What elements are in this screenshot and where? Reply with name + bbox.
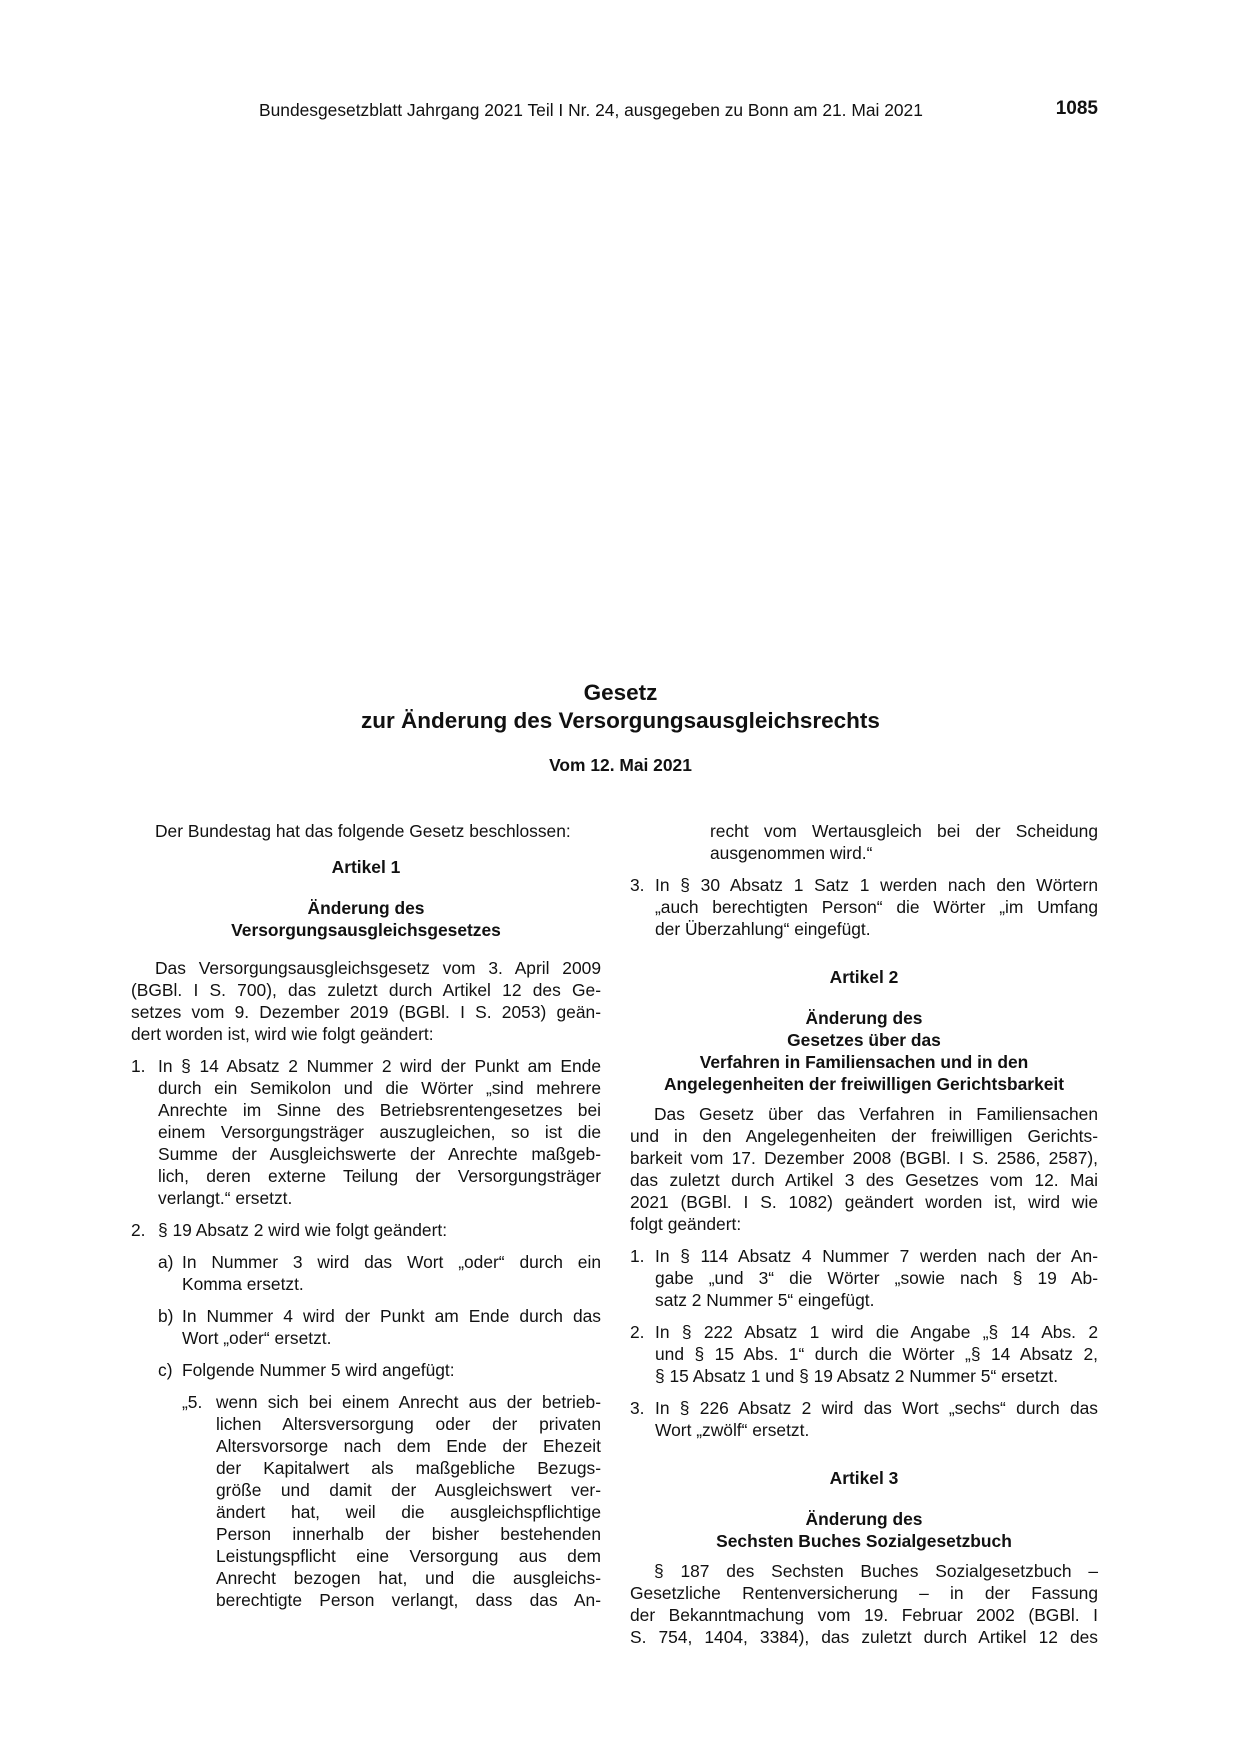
text-line: der Kapitalwert als maßgebliche Bezugs- xyxy=(216,1458,601,1478)
article-2-list-item-2 xyxy=(630,1321,1098,1387)
text-line: Folgende Nummer 5 wird angefügt: xyxy=(182,1360,455,1380)
text-line: In Nummer 3 wird das Wort „oder“ durch ein xyxy=(182,1252,601,1272)
text-line: § 19 Absatz 2 wird wie folgt geändert: xyxy=(158,1220,448,1240)
text-line: „auch berechtigten Person“ die Wörter „im Umfang xyxy=(655,897,1098,917)
quoted-number-5 xyxy=(182,1391,601,1611)
article-1-title-line-1: Änderung des xyxy=(307,898,425,918)
text-line: (BGBl. I S. 700), das zuletzt durch Artikel 12 des Ge- xyxy=(131,980,601,1000)
right-column xyxy=(630,820,1098,1658)
text-line: ändert hat, weil die ausgleichspflichtige xyxy=(216,1502,601,1522)
text-line: folgt geändert: xyxy=(630,1214,742,1234)
article-3-title-line-1: Änderung des xyxy=(805,1509,923,1529)
text-line: barkeit vom 17. Dezember 2008 (BGBl. I S. 2586, 2587), xyxy=(630,1148,1098,1168)
list-number: 3. xyxy=(630,1398,645,1418)
text-line: setzes vom 9. Dezember 2019 (BGBl. I S. 2053) geän- xyxy=(131,1002,601,1022)
text-line: der Überzahlung“ eingefügt. xyxy=(655,919,871,939)
article-3-heading: Artikel 3 xyxy=(829,1468,899,1488)
article-3-paragraph xyxy=(630,1560,1098,1648)
text-line: In § 114 Absatz 4 Nummer 7 werden nach der An- xyxy=(655,1246,1098,1266)
page-header xyxy=(0,100,1241,124)
text-line: und § 15 Abs. 1“ durch die Wörter „§ 14 Absatz 2, xyxy=(655,1344,1098,1364)
text-line: Das Gesetz über das Verfahren in Familiensachen xyxy=(654,1104,1098,1124)
quoted-number: „5. xyxy=(182,1392,203,1412)
article-1-heading: Artikel 1 xyxy=(331,857,401,877)
list-item-2 xyxy=(131,1219,601,1241)
text-line: In Nummer 4 wird der Punkt am Ende durch das xyxy=(182,1306,601,1326)
sub-item-a xyxy=(158,1251,601,1295)
text-line: Wort „zwölf“ ersetzt. xyxy=(655,1420,810,1440)
enactment-clause: Der Bundestag hat das folgende Gesetz beschlossen: xyxy=(155,821,571,841)
article-3-title-line-2: Sechsten Buches Sozialgesetzbuch xyxy=(716,1531,1012,1551)
left-column xyxy=(131,820,601,1611)
article-2-title-line-2: Gesetzes über das xyxy=(787,1030,941,1050)
text-line: Komma ersetzt. xyxy=(182,1274,304,1294)
text-line: recht vom Wertausgleich bei der Scheidung xyxy=(710,821,1098,841)
text-line: satz 2 Nummer 5“ eingefügt. xyxy=(655,1290,875,1310)
text-line: wenn sich bei einem Anrecht aus der betrieb- xyxy=(216,1392,601,1412)
text-line: verlangt.“ ersetzt. xyxy=(158,1188,293,1208)
list-item-1 xyxy=(131,1055,601,1209)
text-line: und in den Angelegenheiten der freiwilligen Gerichts- xyxy=(630,1126,1098,1146)
article-2-list-item-1 xyxy=(630,1245,1098,1311)
article-3-heading-block xyxy=(630,1467,1098,1552)
text-line: § 15 Absatz 1 und § 19 Absatz 2 Nummer 5“ ersetzt. xyxy=(655,1366,1059,1386)
text-line: Gesetzliche Rentenversicherung – in der Fassung xyxy=(630,1583,1098,1603)
text-line: Leistungspflicht eine Versorgung aus dem xyxy=(216,1546,601,1566)
text-line: durch ein Semikolon und die Wörter „sind mehrere xyxy=(158,1078,601,1098)
list-number: 2. xyxy=(630,1322,645,1342)
article-2-title-line-1: Änderung des xyxy=(805,1008,923,1028)
sub-item-b xyxy=(158,1305,601,1349)
article-2-title-line-4: Angelegenheiten der freiwilligen Gerichtsbarkeit xyxy=(663,1074,1065,1094)
header-text: Bundesgesetzblatt Jahrgang 2021 Teil I Nr. 24, ausgegeben zu Bonn am 21. Mai 2021 xyxy=(259,100,923,120)
list-number: 2. xyxy=(131,1220,146,1240)
document-title-line-2: zur Änderung des Versorgungsausgleichsrechts xyxy=(361,708,880,733)
list-number: 1. xyxy=(630,1246,645,1266)
text-line: gabe „und 3“ die Wörter „sowie nach § 19 Ab- xyxy=(655,1268,1098,1288)
sub-item-c xyxy=(158,1359,601,1381)
text-line: Anrechte im Sinne des Betriebsrentengesetzes bei xyxy=(158,1100,601,1120)
text-line: berechtigte Person verlangt, dass das An- xyxy=(216,1590,601,1610)
text-line: das zuletzt durch Artikel 3 des Gesetzes vom 12. Mai xyxy=(630,1170,1098,1190)
text-line: Anrecht bezogen hat, und die ausgleichs- xyxy=(216,1568,601,1588)
text-line: § 187 des Sechsten Buches Sozialgesetzbuch – xyxy=(654,1561,1098,1581)
text-line: einem Versorgungsträger auszugleichen, so ist die xyxy=(158,1122,601,1142)
text-line: 2021 (BGBl. I S. 1082) geändert worden ist, wird wie xyxy=(630,1192,1098,1212)
text-line: ausgenommen wird.“ xyxy=(710,843,873,863)
text-line: In § 226 Absatz 2 wird das Wort „sechs“ durch das xyxy=(655,1398,1098,1418)
list-number: 1. xyxy=(131,1056,146,1076)
sub-item-letter: b) xyxy=(158,1306,174,1326)
document-date: Vom 12. Mai 2021 xyxy=(549,755,692,775)
article-1-intro-paragraph xyxy=(131,957,601,1045)
sub-item-letter: c) xyxy=(158,1360,173,1380)
text-line: dert worden ist, wird wie folgt geändert: xyxy=(131,1024,434,1044)
list-item-3 xyxy=(630,874,1098,940)
text-line: In § 14 Absatz 2 Nummer 2 wird der Punkt am Ende xyxy=(158,1056,601,1076)
text-line: Das Versorgungsausgleichsgesetz vom 3. April 2009 xyxy=(155,958,601,978)
text-line: größe und damit der Ausgleichswert ver- xyxy=(216,1480,601,1500)
text-line: Altersvorsorge nach dem Ende der Ehezeit xyxy=(216,1436,601,1456)
text-line: lich, deren externe Teilung der Versorgungsträger xyxy=(158,1166,601,1186)
text-line: Wort „oder“ ersetzt. xyxy=(182,1328,332,1348)
list-number: 3. xyxy=(630,875,645,895)
page-number: 1085 xyxy=(1055,98,1098,119)
text-line: der Bekanntmachung vom 19. Februar 2002 (BGBl. I xyxy=(630,1605,1098,1625)
article-2-intro-paragraph xyxy=(630,1103,1098,1235)
text-line: lichen Altersversorgung oder der privaten xyxy=(216,1414,601,1434)
quoted-number-5-continuation xyxy=(710,820,1098,864)
text-line: Person innerhalb der bisher bestehenden xyxy=(216,1524,601,1544)
text-line: Summe der Ausgleichswerte der Anrechte maßgeb- xyxy=(158,1144,601,1164)
article-2-heading: Artikel 2 xyxy=(829,967,899,987)
article-2-title-line-3: Verfahren in Familiensachen und in den xyxy=(699,1052,1029,1072)
article-1-title-line-2: Versorgungsausgleichsgesetzes xyxy=(231,920,501,940)
article-1-heading-block xyxy=(131,856,601,941)
text-line: S. 754, 1404, 3384), das zuletzt durch Artikel 12 des xyxy=(630,1627,1098,1647)
sub-item-letter: a) xyxy=(158,1252,174,1272)
document-title-line-1: Gesetz xyxy=(583,680,658,705)
text-line: In § 222 Absatz 1 wird die Angabe „§ 14 Abs. 2 xyxy=(655,1322,1098,1342)
article-2-heading-block xyxy=(630,966,1098,1095)
article-2-list-item-3 xyxy=(630,1397,1098,1441)
text-line: In § 30 Absatz 1 Satz 1 werden nach den Wörtern xyxy=(655,875,1098,895)
